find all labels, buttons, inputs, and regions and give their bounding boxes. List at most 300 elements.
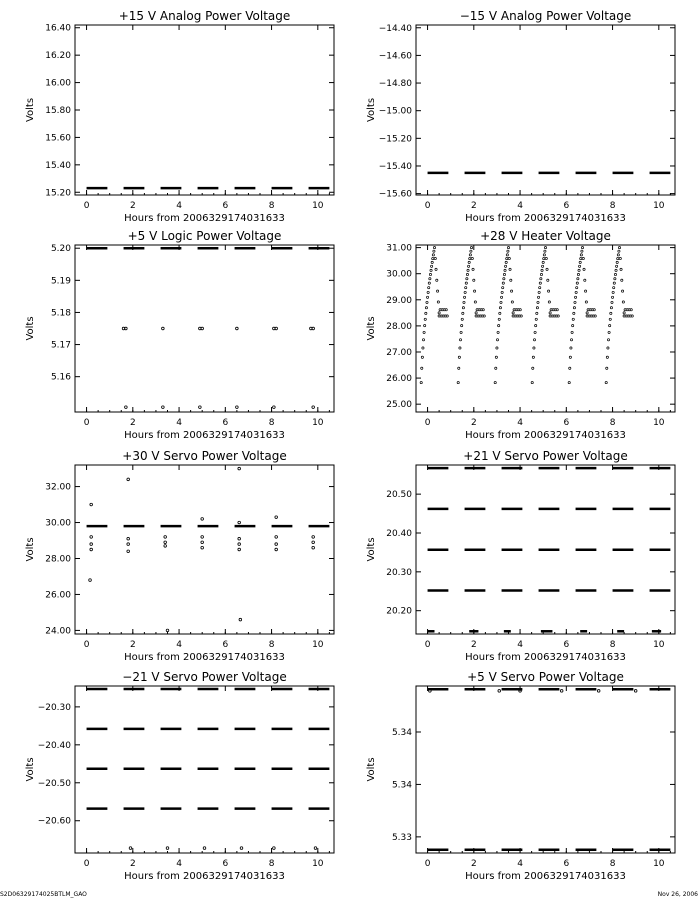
y-axis-label: Volts <box>25 316 36 341</box>
data-point <box>445 309 447 311</box>
data-point <box>607 339 609 341</box>
chart-title: −15 V Analog Power Voltage <box>459 9 632 23</box>
data-point <box>507 247 509 249</box>
data-point <box>238 543 241 546</box>
data-point <box>201 536 204 539</box>
data-point <box>607 347 609 349</box>
data-point <box>570 339 572 341</box>
data-point <box>573 307 575 309</box>
data-point <box>535 318 537 320</box>
x-tick-label: 4 <box>517 201 523 211</box>
x-tick-label: 10 <box>312 418 324 428</box>
data-point <box>469 254 471 256</box>
data-point <box>498 690 501 693</box>
data-point <box>201 518 204 521</box>
data-marks <box>87 467 330 631</box>
data-point <box>166 629 169 632</box>
y-tick-label: 16.40 <box>45 23 71 34</box>
data-point <box>630 309 632 311</box>
y-tick-label: −20.50 <box>37 778 71 789</box>
x-tick-label: 4 <box>176 418 182 428</box>
data-point <box>608 331 610 333</box>
data-point <box>461 318 463 320</box>
chart-panel-6 <box>366 449 675 663</box>
data-point <box>533 347 535 349</box>
y-tick-label: 20.20 <box>386 606 412 617</box>
x-tick-label: 0 <box>83 201 90 211</box>
data-point <box>474 301 476 303</box>
x-tick-label: 6 <box>222 640 229 650</box>
data-point <box>621 279 623 281</box>
x-tick-label: 10 <box>312 859 324 869</box>
data-point <box>502 287 504 289</box>
data-point <box>614 278 616 280</box>
data-point <box>609 325 611 327</box>
data-point <box>569 356 571 358</box>
data-point <box>470 247 472 249</box>
data-point <box>164 541 167 544</box>
data-point <box>164 545 167 548</box>
data-point <box>430 269 432 271</box>
data-marks <box>428 468 671 631</box>
y-tick-label: 30.00 <box>45 518 71 529</box>
y-tick-label: 5.34 <box>391 727 412 738</box>
data-point <box>467 269 469 271</box>
y-tick-label: 20.50 <box>386 490 412 501</box>
data-point <box>431 261 433 263</box>
data-point <box>273 847 276 850</box>
data-point <box>424 325 426 327</box>
data-point <box>606 367 608 369</box>
data-point <box>463 296 465 298</box>
y-axis-label: Volts <box>25 537 36 562</box>
x-tick-label: 0 <box>83 859 90 869</box>
data-point <box>471 257 473 259</box>
y-axis-label: Volts <box>366 537 377 562</box>
chart-title: +15 V Analog Power Voltage <box>118 9 291 23</box>
data-point <box>614 273 616 275</box>
x-tick-label: 10 <box>653 201 665 211</box>
x-tick-label: 6 <box>563 640 570 650</box>
data-point <box>531 381 533 383</box>
data-point <box>506 257 508 259</box>
data-point <box>429 278 431 280</box>
x-tick-label: 2 <box>129 640 136 650</box>
data-point <box>238 467 241 470</box>
data-point <box>546 268 548 270</box>
data-point <box>537 296 539 298</box>
data-point <box>549 312 551 314</box>
data-point <box>495 356 497 358</box>
data-point <box>127 537 130 540</box>
data-marks <box>87 248 330 408</box>
x-tick-label: 4 <box>176 201 182 211</box>
y-tick-label: 5.18 <box>50 308 71 319</box>
data-point <box>425 307 427 309</box>
chart-panel-3 <box>25 229 334 441</box>
data-point <box>580 257 582 259</box>
data-point <box>584 279 586 281</box>
chart-title: +5 V Logic Power Voltage <box>127 229 282 243</box>
data-point <box>432 257 434 259</box>
data-point <box>505 265 507 267</box>
chart-panel-7 <box>25 670 334 882</box>
data-point <box>465 287 467 289</box>
data-point <box>431 265 433 267</box>
data-point <box>432 254 434 256</box>
data-point <box>612 291 614 293</box>
data-point <box>581 247 583 249</box>
y-tick-label: 20.30 <box>386 567 412 578</box>
x-tick-label: 0 <box>424 201 431 211</box>
plot-frame <box>416 245 675 412</box>
data-point <box>482 309 484 311</box>
data-point <box>540 278 542 280</box>
y-tick-label: 20.40 <box>386 528 412 539</box>
data-point <box>459 339 461 341</box>
x-tick-label: 10 <box>653 640 665 650</box>
data-point <box>436 279 438 281</box>
y-tick-label: −14.60 <box>378 51 412 62</box>
data-point <box>240 847 243 850</box>
data-point <box>422 347 424 349</box>
data-point <box>446 315 448 317</box>
data-point <box>239 618 242 621</box>
data-point <box>572 325 574 327</box>
data-point <box>508 257 510 259</box>
y-tick-label: 5.34 <box>391 780 412 791</box>
data-point <box>89 579 92 582</box>
data-point <box>617 254 619 256</box>
data-point <box>544 250 546 252</box>
x-tick-label: 0 <box>424 640 431 650</box>
x-tick-label: 10 <box>653 418 665 428</box>
data-point <box>613 282 615 284</box>
x-tick-label: 2 <box>129 418 136 428</box>
data-point <box>473 290 475 292</box>
data-point <box>421 356 423 358</box>
data-point <box>312 327 315 330</box>
y-tick-label: 30.00 <box>386 269 412 280</box>
data-point <box>540 273 542 275</box>
y-axis-label: Volts <box>366 757 377 782</box>
data-point <box>503 273 505 275</box>
data-point <box>125 327 128 330</box>
data-point <box>582 257 584 259</box>
data-point <box>90 548 93 551</box>
y-axis-label: Volts <box>25 757 36 782</box>
data-point <box>503 278 505 280</box>
y-tick-label: 5.33 <box>391 832 412 843</box>
x-tick-label: 8 <box>268 640 275 650</box>
data-point <box>542 265 544 267</box>
y-tick-label: 5.19 <box>50 276 71 287</box>
y-tick-label: −15.00 <box>378 106 412 117</box>
data-point <box>426 301 428 303</box>
x-tick-label: 2 <box>129 201 136 211</box>
data-point <box>434 257 436 259</box>
y-tick-label: 15.40 <box>45 160 71 171</box>
data-point <box>556 309 558 311</box>
data-point <box>606 356 608 358</box>
x-tick-label: 10 <box>312 640 324 650</box>
data-point <box>129 847 132 850</box>
data-point <box>507 250 509 252</box>
x-tick-label: 2 <box>470 418 477 428</box>
data-point <box>275 543 278 546</box>
report-date: Nov 26, 2006 <box>657 891 698 898</box>
data-point <box>594 315 596 317</box>
data-point <box>610 312 612 314</box>
data-point <box>458 356 460 358</box>
data-point <box>475 312 477 314</box>
chart-title: +21 V Servo Power Voltage <box>463 449 628 463</box>
data-point <box>494 416 496 418</box>
data-point <box>511 301 513 303</box>
data-point <box>464 291 466 293</box>
data-point <box>238 537 241 540</box>
data-point <box>618 247 620 249</box>
data-point <box>577 278 579 280</box>
data-marks <box>428 689 671 850</box>
x-tick-label: 6 <box>563 201 570 211</box>
data-point <box>579 265 581 267</box>
data-point <box>201 546 204 549</box>
x-tick-label: 2 <box>129 859 136 869</box>
data-point <box>499 312 501 314</box>
data-point <box>473 279 475 281</box>
data-point <box>580 254 582 256</box>
y-tick-label: 15.60 <box>45 133 71 144</box>
data-point <box>532 367 534 369</box>
data-point <box>435 268 437 270</box>
data-point <box>495 367 497 369</box>
x-tick-label: 0 <box>83 418 90 428</box>
data-point <box>510 279 512 281</box>
data-point <box>610 307 612 309</box>
data-point <box>468 265 470 267</box>
data-point <box>437 301 439 303</box>
y-tick-label: 31.00 <box>386 243 412 254</box>
data-point <box>273 406 276 409</box>
data-point <box>314 847 317 850</box>
data-point <box>236 406 239 409</box>
data-point <box>203 847 206 850</box>
data-point <box>615 269 617 271</box>
data-point <box>519 309 521 311</box>
plot-frame <box>416 25 675 195</box>
data-point <box>536 312 538 314</box>
data-point <box>238 548 241 551</box>
data-point <box>429 690 432 693</box>
x-tick-label: 0 <box>424 418 431 428</box>
report-file-name: S2D06329174025BTLM_GAO <box>0 891 87 898</box>
data-point <box>617 257 619 259</box>
data-point <box>510 290 512 292</box>
data-point <box>537 301 539 303</box>
data-point <box>547 279 549 281</box>
data-point <box>539 282 541 284</box>
data-point <box>574 301 576 303</box>
data-point <box>421 367 423 369</box>
data-point <box>312 546 315 549</box>
data-point <box>620 268 622 270</box>
data-marks <box>87 689 330 849</box>
x-axis-label: Hours from 2006329174031633 <box>124 213 285 224</box>
x-axis-label: Hours from 2006329174031633 <box>124 652 285 663</box>
data-point <box>468 261 470 263</box>
data-point <box>127 550 130 553</box>
data-point <box>461 325 463 327</box>
data-point <box>579 261 581 263</box>
data-point <box>548 301 550 303</box>
data-point <box>162 327 165 330</box>
data-point <box>494 381 496 383</box>
data-point <box>573 312 575 314</box>
data-point <box>127 543 130 546</box>
data-point <box>547 290 549 292</box>
y-tick-label: 29.00 <box>386 295 412 306</box>
data-point <box>543 257 545 259</box>
y-tick-label: 26.00 <box>386 374 412 385</box>
data-point <box>312 536 315 539</box>
x-tick-label: 2 <box>470 640 477 650</box>
x-tick-label: 2 <box>470 859 477 869</box>
data-point <box>312 541 315 544</box>
y-axis-label: Volts <box>366 97 377 123</box>
data-point <box>483 315 485 317</box>
data-point <box>422 339 424 341</box>
data-point <box>545 257 547 259</box>
x-tick-label: 6 <box>222 418 229 428</box>
data-point <box>438 312 440 314</box>
data-point <box>502 282 504 284</box>
x-axis-label: Hours from 2006329174031633 <box>465 871 626 882</box>
data-point <box>127 478 130 481</box>
data-point <box>275 516 278 519</box>
chart-title: +28 V Heater Voltage <box>480 229 611 243</box>
data-point <box>535 325 537 327</box>
data-point <box>428 287 430 289</box>
data-point <box>420 416 422 418</box>
y-tick-label: 5.17 <box>50 340 71 351</box>
y-tick-label: −20.40 <box>37 740 71 751</box>
data-point <box>512 312 514 314</box>
x-tick-label: 10 <box>653 859 665 869</box>
plot-frame <box>416 686 675 853</box>
data-point <box>509 268 511 270</box>
data-point <box>534 331 536 333</box>
x-tick-label: 6 <box>563 418 570 428</box>
y-tick-label: 27.00 <box>386 347 412 358</box>
data-point <box>465 282 467 284</box>
y-tick-label: −15.20 <box>378 134 412 145</box>
data-point <box>583 268 585 270</box>
x-axis-label: Hours from 2006329174031633 <box>124 430 285 441</box>
data-point <box>425 312 427 314</box>
y-tick-label: 5.20 <box>50 244 71 255</box>
data-point <box>275 536 278 539</box>
data-point <box>631 315 633 317</box>
data-point <box>571 331 573 333</box>
data-point <box>520 315 522 317</box>
data-point <box>505 261 507 263</box>
x-tick-label: 8 <box>268 201 275 211</box>
data-point <box>506 254 508 256</box>
data-point <box>463 301 465 303</box>
x-axis-label: Hours from 2006329174031633 <box>465 430 626 441</box>
data-point <box>90 503 93 506</box>
data-point <box>536 307 538 309</box>
data-point <box>543 254 545 256</box>
x-tick-label: 4 <box>517 640 523 650</box>
data-point <box>605 416 607 418</box>
data-point <box>538 291 540 293</box>
data-point <box>496 339 498 341</box>
y-tick-label: 15.20 <box>45 188 71 199</box>
x-axis-label: Hours from 2006329174031633 <box>124 871 285 882</box>
data-point <box>497 331 499 333</box>
data-point <box>498 325 500 327</box>
chart-title: +5 V Servo Power Voltage <box>467 670 624 684</box>
data-point <box>586 312 588 314</box>
data-point <box>201 541 204 544</box>
data-point <box>531 416 533 418</box>
data-point <box>460 331 462 333</box>
data-point <box>597 690 600 693</box>
data-point <box>584 290 586 292</box>
data-point <box>572 318 574 320</box>
data-point <box>634 690 637 693</box>
x-tick-label: 4 <box>176 859 182 869</box>
data-point <box>459 347 461 349</box>
data-point <box>611 301 613 303</box>
data-point <box>462 312 464 314</box>
x-tick-label: 8 <box>609 418 616 428</box>
x-axis-label: Hours from 2006329174031633 <box>465 213 626 224</box>
data-point <box>466 278 468 280</box>
data-point <box>609 318 611 320</box>
data-point <box>568 381 570 383</box>
data-point <box>238 521 241 524</box>
data-point <box>424 318 426 320</box>
y-axis-label: Volts <box>25 97 36 123</box>
data-point <box>616 265 618 267</box>
x-tick-label: 6 <box>222 201 229 211</box>
data-point <box>576 287 578 289</box>
data-point <box>125 406 128 409</box>
x-tick-label: 8 <box>268 418 275 428</box>
data-point <box>496 347 498 349</box>
y-tick-label: −14.80 <box>378 79 412 90</box>
chart-panel-8 <box>366 670 675 882</box>
data-point <box>569 367 571 369</box>
data-point <box>622 301 624 303</box>
plot-frame <box>75 245 334 412</box>
chart-panel-1 <box>25 9 334 224</box>
data-point <box>90 543 93 546</box>
data-point <box>605 381 607 383</box>
data-point <box>618 250 620 252</box>
data-point <box>532 356 534 358</box>
chart-title: −21 V Servo Power Voltage <box>122 670 287 684</box>
data-point <box>500 296 502 298</box>
chart-panel-2 <box>366 9 675 224</box>
y-axis-label: Volts <box>366 316 377 341</box>
data-point <box>420 381 422 383</box>
y-tick-label: 25.00 <box>386 400 412 411</box>
data-point <box>201 327 204 330</box>
